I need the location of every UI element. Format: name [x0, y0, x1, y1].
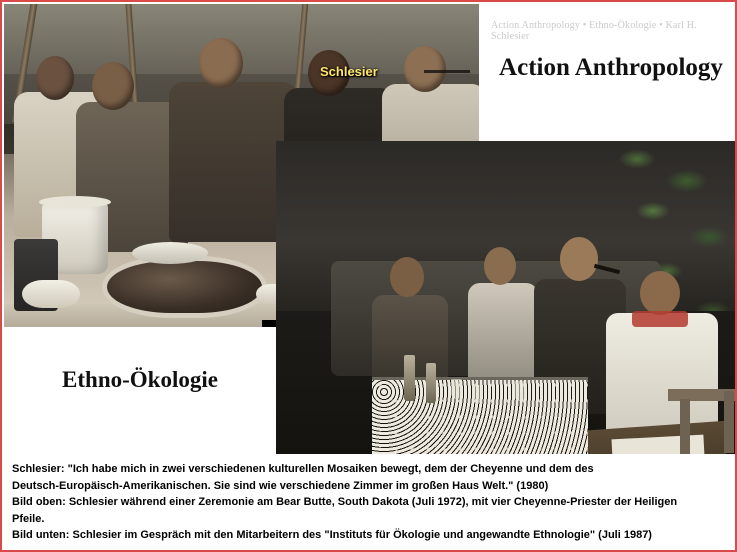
- glasses-icon: [424, 70, 470, 82]
- caption-line: Bild unten: Schlesier im Gespräch mit den Mitarbeitern des "Instituts für Ökologie und angewandte Ethnologie" (Juli 1987): [12, 529, 652, 542]
- chair-leg: [724, 391, 734, 453]
- action-anthropology-title: Action Anthropology: [499, 54, 723, 81]
- caption-block: [4, 454, 737, 550]
- cooking-pot: [102, 256, 267, 318]
- person-head: [640, 271, 680, 315]
- glass: [451, 379, 462, 399]
- glass: [472, 385, 483, 403]
- person-head: [560, 237, 598, 281]
- title-block: [479, 4, 737, 141]
- schlesier-annotation-label: Schlesier: [320, 64, 378, 79]
- bottle: [426, 363, 436, 403]
- ethno-oekologie-title: Ethno-Ökologie: [62, 367, 218, 392]
- bottle: [404, 355, 415, 401]
- pot-lid: [132, 242, 208, 264]
- person-head: [199, 38, 243, 88]
- person-head: [484, 247, 516, 285]
- person-head: [404, 46, 446, 92]
- bowl: [22, 280, 80, 308]
- ethno-oekologie-block: [4, 327, 276, 454]
- chair-leg: [680, 399, 690, 454]
- caption-line: Bild oben: Schlesier während einer Zeremonie am Bear Butte, South Dakota (Juli 1972), mit vier Cheyenne-Priester der Heiligen: [12, 496, 678, 509]
- caption-line: Schlesier: "Ich habe mich in zwei verschiedenen kulturellen Mosaiken bewegt, dem der Cheyenne und dem des: [12, 463, 594, 475]
- person-head: [36, 56, 74, 100]
- image-collage: [4, 4, 737, 454]
- scarf: [632, 311, 688, 327]
- seated-person: [466, 247, 538, 387]
- glass: [514, 381, 526, 401]
- faint-header-text: Action Anthropology • Ethno-Ökologie • Karl H. Schlesier: [491, 20, 697, 42]
- person-head: [92, 62, 134, 110]
- discussion-photo: [276, 141, 737, 454]
- caption-line: Deutsch-Europäisch-Amerikanischen. Sie sind wie verschiedene Zimmer im großen Haus Welt." (1980): [12, 479, 549, 492]
- person-head: [390, 257, 424, 297]
- caption-line: Pfeile.: [12, 512, 45, 525]
